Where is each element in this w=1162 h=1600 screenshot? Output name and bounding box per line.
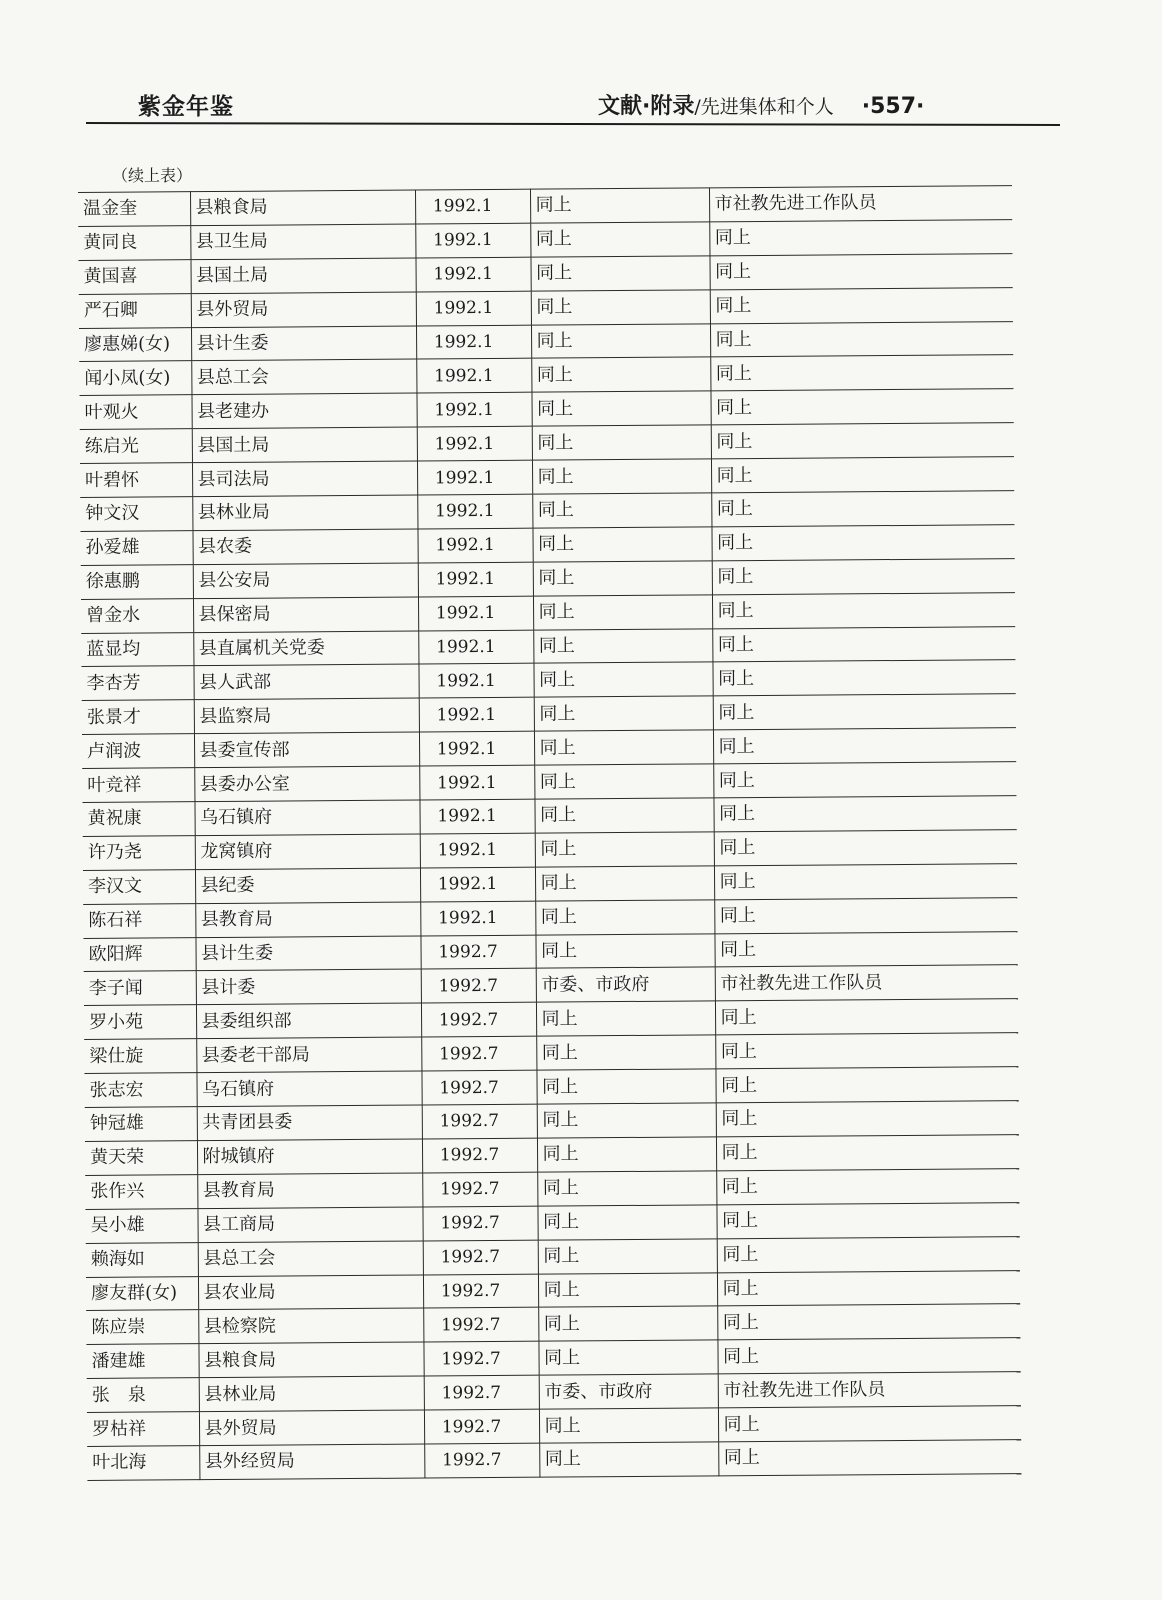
- cell-date: 1992.7: [423, 1274, 538, 1309]
- cell-title: 市社教先进工作队员: [709, 186, 1012, 222]
- cell-date: 1992.1: [418, 630, 533, 665]
- cell-date: 1992.1: [415, 223, 530, 258]
- cell-title: 同上: [714, 931, 1017, 967]
- cell-issuer: 同上: [538, 1238, 717, 1273]
- cell-name: 温金奎: [78, 192, 190, 227]
- cell-title: 同上: [711, 457, 1014, 493]
- cell-title: 同上: [716, 1168, 1019, 1204]
- cell-issuer: 同上: [535, 933, 714, 968]
- cell-unit: 县老建办: [191, 393, 416, 429]
- cell-name: 黄祝康: [82, 802, 194, 837]
- cell-name: 张景才: [82, 700, 194, 735]
- cell-unit: 县粮食局: [190, 190, 415, 226]
- book-title: 紫金年鉴: [138, 94, 234, 120]
- cell-name: 陈应崇: [86, 1310, 198, 1345]
- cell-issuer: 同上: [531, 290, 710, 325]
- cell-name: 潘建雄: [86, 1344, 198, 1379]
- cell-date: 1992.7: [422, 1104, 537, 1139]
- cell-name: 卢润波: [82, 734, 194, 769]
- cell-issuer: 同上: [533, 561, 712, 596]
- cell-unit: 县总工会: [198, 1241, 423, 1277]
- cell-date: 1992.7: [424, 1375, 539, 1410]
- cell-title: 同上: [717, 1338, 1020, 1374]
- cell-name: 陈石祥: [83, 903, 195, 938]
- cell-name: 李子闻: [84, 971, 196, 1006]
- cell-name: 严石卿: [79, 293, 191, 328]
- cell-name: 李汉文: [83, 869, 195, 904]
- cell-name: 黄天荣: [85, 1141, 197, 1176]
- cell-unit: 县计生委: [191, 326, 416, 362]
- cell-unit: 县司法局: [192, 461, 417, 497]
- cell-name: 叶碧怀: [80, 463, 192, 498]
- cell-issuer: 同上: [537, 1103, 716, 1138]
- cell-name: 黄同良: [78, 226, 190, 261]
- cell-title: 同上: [715, 999, 1018, 1035]
- cell-title: 同上: [712, 626, 1015, 662]
- cell-title: 同上: [715, 1033, 1018, 1069]
- header-rule: [86, 122, 1060, 126]
- cell-issuer: 同上: [533, 628, 712, 663]
- cell-title: 同上: [718, 1406, 1021, 1442]
- cell-title: 同上: [717, 1236, 1020, 1272]
- cell-title: 同上: [713, 728, 1016, 764]
- cell-unit: 县检察院: [198, 1308, 423, 1344]
- cell-date: 1992.1: [420, 833, 535, 868]
- cell-unit: 县直属机关党委: [193, 631, 418, 667]
- cell-title: 同上: [714, 830, 1017, 866]
- cell-name: 张 泉: [87, 1378, 199, 1413]
- cell-title: 同上: [713, 796, 1016, 832]
- cell-issuer: 同上: [531, 391, 710, 426]
- subsection-title: /先进集体和个人: [694, 96, 834, 118]
- cell-issuer: 同上: [536, 1035, 715, 1070]
- cell-issuer: 同上: [534, 764, 713, 799]
- cell-date: 1992.1: [420, 867, 535, 902]
- cell-name: 叶竞祥: [82, 768, 194, 803]
- cell-date: 1992.1: [417, 494, 532, 529]
- cell-date: 1992.7: [424, 1409, 539, 1444]
- cell-title: 同上: [712, 660, 1015, 696]
- cell-date: 1992.1: [416, 359, 531, 394]
- cell-name: 李杏芳: [81, 666, 193, 701]
- cell-date: 1992.7: [423, 1308, 538, 1343]
- cell-date: 1992.1: [416, 325, 531, 360]
- cell-date: 1992.1: [417, 528, 532, 563]
- cell-issuer: 同上: [533, 595, 712, 630]
- cell-title: 同上: [710, 287, 1013, 323]
- cell-date: 1992.7: [423, 1240, 538, 1275]
- cell-name: 练启光: [80, 429, 192, 464]
- cell-date: 1992.1: [418, 562, 533, 597]
- cell-issuer: 同上: [532, 493, 711, 528]
- cell-name: 闻小凤(女): [79, 361, 191, 396]
- cell-unit: 县林业局: [199, 1376, 424, 1412]
- cell-name: 廖惠娣(女): [79, 327, 191, 362]
- cell-unit: 县卫生局: [190, 224, 415, 260]
- cell-name: 孙爱雄: [80, 531, 192, 566]
- cell-unit: 县保密局: [193, 597, 418, 633]
- cell-name: 钟冠雄: [85, 1107, 197, 1142]
- cell-date: 1992.1: [419, 765, 534, 800]
- cell-unit: 县委老干部局: [196, 1037, 421, 1073]
- cell-unit: 县委办公室: [194, 766, 419, 802]
- cell-issuer: 同上: [535, 832, 714, 867]
- cell-unit: 共青团县委: [197, 1105, 422, 1141]
- cell-unit: 县纪委: [195, 868, 420, 904]
- cell-title: 同上: [717, 1270, 1020, 1306]
- cell-date: 1992.1: [415, 257, 530, 292]
- cell-unit: 县人武部: [193, 664, 418, 700]
- cell-unit: 县公安局: [193, 563, 418, 599]
- cell-unit: 县监察局: [194, 698, 419, 734]
- cell-date: 1992.7: [422, 1138, 537, 1173]
- cell-title: 同上: [712, 558, 1015, 594]
- cell-unit: 县农业局: [198, 1275, 423, 1311]
- section-title: 文献·附录: [598, 94, 695, 119]
- cell-issuer: 同上: [536, 1069, 715, 1104]
- cell-unit: 附城镇府: [197, 1139, 422, 1175]
- cell-unit: 县林业局: [192, 495, 417, 531]
- cell-date: 1992.1: [416, 393, 531, 428]
- cell-unit: 县粮食局: [198, 1342, 423, 1378]
- cell-date: 1992.7: [422, 1172, 537, 1207]
- cell-issuer: 同上: [534, 730, 713, 765]
- cell-issuer: 同上: [533, 662, 712, 697]
- cell-unit: 县计生委: [195, 936, 420, 972]
- cell-date: 1992.7: [421, 1003, 536, 1038]
- cell-name: 欧阳辉: [83, 937, 195, 972]
- cell-issuer: 同上: [539, 1408, 718, 1443]
- cell-date: 1992.1: [420, 901, 535, 936]
- cell-issuer: 同上: [531, 357, 710, 392]
- cell-title: 同上: [710, 321, 1013, 357]
- cell-issuer: 同上: [535, 900, 714, 935]
- cell-unit: 县教育局: [195, 902, 420, 938]
- page-number: ·557·: [861, 94, 925, 119]
- cell-name: 许乃尧: [83, 836, 195, 871]
- cell-issuer: 同上: [532, 527, 711, 562]
- cell-unit: 县国土局: [190, 258, 415, 294]
- cell-unit: 县总工会: [191, 359, 416, 395]
- cell-issuer: 同上: [537, 1137, 716, 1172]
- section-header: [598, 89, 924, 120]
- cell-name: 吴小雄: [85, 1208, 197, 1243]
- cell-name: 张作兴: [85, 1174, 197, 1209]
- cell-date: 1992.7: [423, 1341, 538, 1376]
- cell-date: 1992.1: [415, 189, 530, 224]
- cell-title: 同上: [709, 220, 1012, 256]
- cell-name: 黄国喜: [79, 259, 191, 294]
- cell-title: 同上: [718, 1440, 1021, 1476]
- cell-unit: 县外贸局: [191, 292, 416, 328]
- cell-unit: 县国土局: [192, 427, 417, 463]
- cell-title: 同上: [710, 355, 1013, 391]
- cell-issuer: 同上: [532, 425, 711, 460]
- cell-unit: 县教育局: [197, 1173, 422, 1209]
- cell-unit: 县计委: [196, 969, 421, 1005]
- cell-title: 同上: [709, 253, 1012, 289]
- cell-unit: 县工商局: [197, 1207, 422, 1243]
- cell-name: 钟文汉: [80, 497, 192, 532]
- cell-issuer: 同上: [538, 1340, 717, 1375]
- cell-unit: 县委组织部: [196, 1003, 421, 1039]
- cell-issuer: 同上: [535, 866, 714, 901]
- cell-issuer: 同上: [530, 188, 709, 223]
- cell-issuer: 同上: [534, 798, 713, 833]
- cell-title: 同上: [716, 1202, 1019, 1238]
- cell-issuer: 市委、市政府: [536, 967, 715, 1002]
- cell-date: 1992.1: [417, 426, 532, 461]
- cell-issuer: 同上: [530, 222, 709, 257]
- cell-issuer: 同上: [538, 1306, 717, 1341]
- cell-title: 市社教先进工作队员: [718, 1372, 1021, 1408]
- cell-issuer: 同上: [537, 1171, 716, 1206]
- cell-title: 同上: [713, 762, 1016, 798]
- cell-issuer: 同上: [537, 1205, 716, 1240]
- cell-unit: 县外经贸局: [199, 1444, 424, 1480]
- cell-name: 梁仕旋: [84, 1039, 196, 1074]
- cell-title: 市社教先进工作队员: [715, 965, 1018, 1001]
- cell-date: 1992.7: [424, 1443, 539, 1478]
- cell-date: 1992.1: [419, 799, 534, 834]
- cell-title: 同上: [715, 1067, 1018, 1103]
- cell-title: 同上: [717, 1304, 1020, 1340]
- cell-title: 同上: [711, 423, 1014, 459]
- cell-date: 1992.7: [422, 1206, 537, 1241]
- cell-title: 同上: [716, 1135, 1019, 1171]
- cell-date: 1992.7: [421, 1070, 536, 1105]
- cell-unit: 乌石镇府: [194, 800, 419, 836]
- cell-issuer: 同上: [539, 1442, 718, 1477]
- cell-name: 张志宏: [84, 1073, 196, 1108]
- cell-name: 廖友群(女): [86, 1276, 198, 1311]
- cell-date: 1992.1: [418, 664, 533, 699]
- cell-name: 曾金水: [81, 598, 193, 633]
- cell-title: 同上: [714, 863, 1017, 899]
- cell-issuer: 市委、市政府: [539, 1374, 718, 1409]
- cell-title: 同上: [711, 491, 1014, 527]
- cell-name: 赖海如: [86, 1242, 198, 1277]
- cell-issuer: 同上: [534, 696, 713, 731]
- cell-title: 同上: [711, 525, 1014, 561]
- cell-unit: 县委宣传部: [194, 732, 419, 768]
- cell-title: 同上: [713, 694, 1016, 730]
- continued-label: （续上表）: [112, 166, 193, 185]
- cell-date: 1992.7: [421, 969, 536, 1004]
- awards-table: [78, 185, 1021, 1481]
- cell-date: 1992.1: [416, 291, 531, 326]
- cell-name: 叶北海: [87, 1446, 199, 1481]
- cell-name: 罗小苑: [84, 1005, 196, 1040]
- cell-title: 同上: [716, 1101, 1019, 1137]
- cell-unit: 县外贸局: [199, 1410, 424, 1446]
- cell-title: 同上: [710, 389, 1013, 425]
- cell-title: 同上: [714, 897, 1017, 933]
- cell-unit: 龙窝镇府: [195, 834, 420, 870]
- cell-issuer: 同上: [532, 459, 711, 494]
- cell-date: 1992.1: [419, 731, 534, 766]
- cell-title: 同上: [712, 592, 1015, 628]
- cell-date: 1992.7: [421, 1036, 536, 1071]
- cell-unit: 乌石镇府: [196, 1071, 421, 1107]
- cell-name: 徐惠鹏: [81, 564, 193, 599]
- cell-name: 罗枯祥: [87, 1412, 199, 1447]
- cell-unit: 县农委: [192, 529, 417, 565]
- cell-date: 1992.1: [417, 460, 532, 495]
- cell-name: 蓝显均: [81, 632, 193, 667]
- table-row: [87, 1440, 1021, 1481]
- cell-date: 1992.7: [420, 935, 535, 970]
- cell-issuer: 同上: [538, 1272, 717, 1307]
- cell-date: 1992.1: [418, 596, 533, 631]
- cell-date: 1992.1: [419, 698, 534, 733]
- cell-name: 叶观火: [79, 395, 191, 430]
- cell-issuer: 同上: [530, 256, 709, 291]
- cell-issuer: 同上: [531, 323, 710, 358]
- cell-issuer: 同上: [536, 1001, 715, 1036]
